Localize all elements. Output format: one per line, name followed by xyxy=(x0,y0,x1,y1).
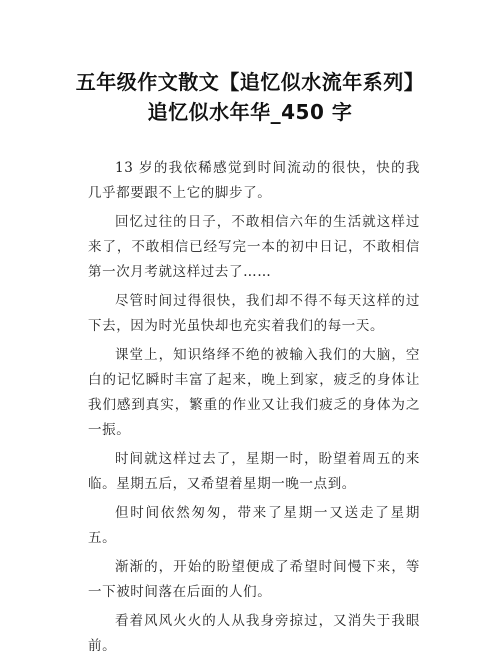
document-title-line2: 追忆似水年华_450 字 xyxy=(147,100,353,124)
paragraph: 但时间依然匆匆，带来了星期一又送走了星期五。 xyxy=(88,505,420,546)
paragraph: 渐渐的，开始的盼望便成了希望时间慢下来，等一下被时间落在后面的人们。 xyxy=(88,559,420,600)
paragraph: 回忆过往的日子，不敢相信六年的生活就这样过来了，不敢相信已经写完一本的初中日记，不敢相信第一次月考就这样过去了…… xyxy=(88,214,420,280)
paragraph: 看着风风火火的人从我身旁掠过，又消失于我眼前。 xyxy=(88,613,420,654)
paragraph: 时间就这样过去了，星期一时，盼望着周五的来临。星期五后，又希望着星期一晚一点到。 xyxy=(88,451,420,492)
paragraph: 13 岁的我依稀感觉到时间流动的很快，快的我几乎都要跟不上它的脚步了。 xyxy=(88,160,420,201)
paragraph: 课堂上，知识络绎不绝的被输入我们的大脑，空白的记忆瞬时丰富了起来，晚上到家，疲乏的身体让我们感到真实，繁重的作业又让我们疲乏的身体为之一振。 xyxy=(88,347,420,438)
document-title-line1: 五年级作文散文【追忆似水流年系列】 xyxy=(75,70,425,94)
paragraph: 尽管时间过得很快，我们却不得不每天这样的过下去，因为时光虽快却也充实着我们的每一天。 xyxy=(88,293,420,334)
document-body xyxy=(88,156,420,659)
